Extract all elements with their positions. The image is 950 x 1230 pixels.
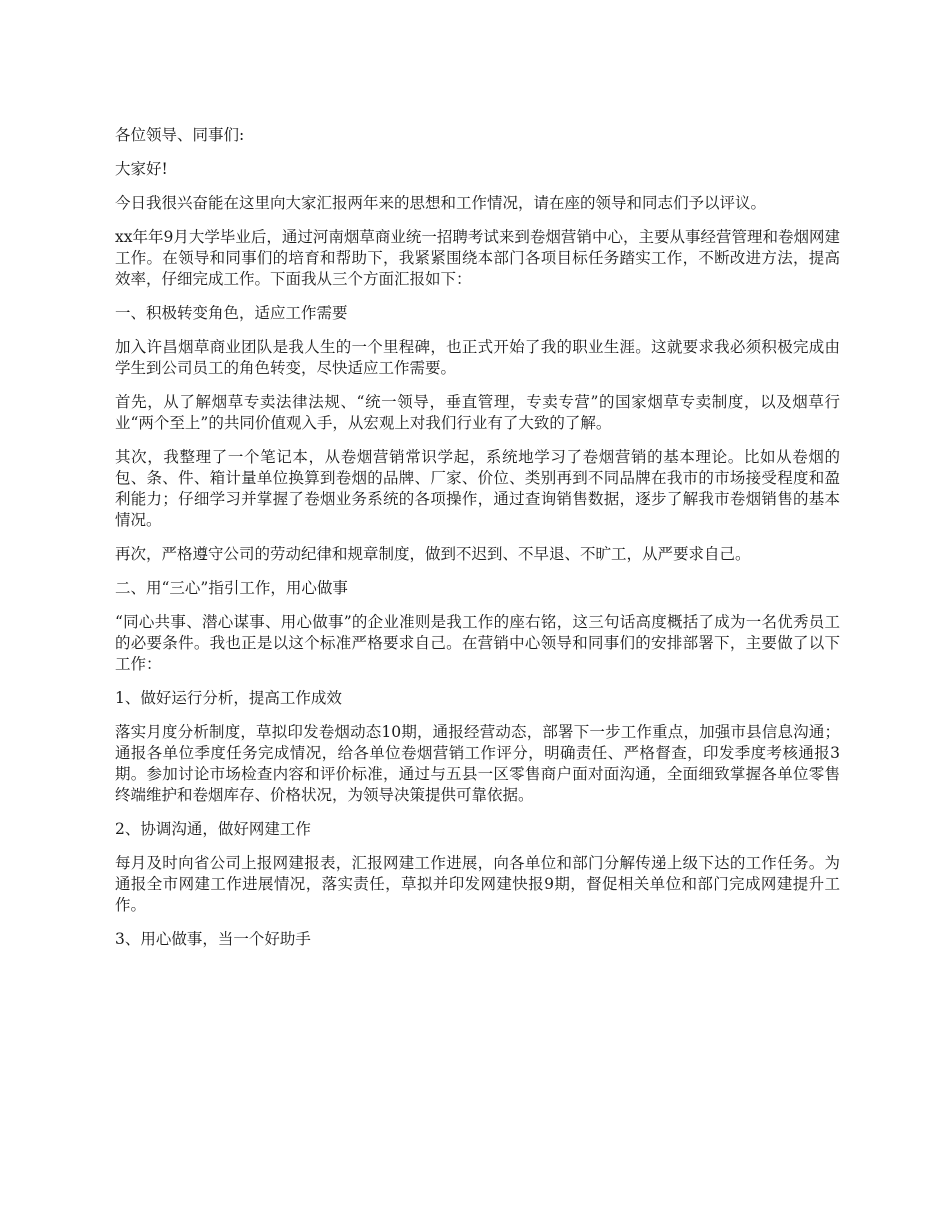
document-body	[115, 125, 840, 963]
intro-paragraph: 今日我很兴奋能在这里向大家汇报两年来的思想和工作情况，请在座的领导和同志们予以评议。	[115, 194, 767, 212]
subsection-heading-2: 2、协调沟通，做好网建工作	[115, 820, 311, 838]
section-heading-2: 二、用“三心”指引工作，用心做事	[115, 579, 348, 597]
section-heading-1: 一、积极转变角色，适应工作需要	[115, 304, 348, 322]
body-paragraph: “同心共事、潜心谋事、用心做事”的企业准则是我工作的座右铭，这三句话高度概括了成为一名优秀员工的必要条件。我也正是以这个标准严格要求自己。在营销中心领导和同事们的安排部署下，主要做了以下工作：	[115, 613, 840, 673]
background-paragraph: xx年年9月大学毕业后，通过河南烟草商业统一招聘考试来到卷烟营销中心，主要从事经营管理和卷烟网建工作。在领导和同事们的培育和帮助下，我紧紧围绕本部门各项目标任务踏实工作，不断改进方法，提高效率，仔细完成工作。下面我从三个方面汇报如下：	[115, 228, 840, 288]
body-paragraph: 再次，严格遵守公司的劳动纪律和规章制度，做到不迟到、不早退、不旷工，从严要求自己。	[115, 545, 751, 563]
body-paragraph: 加入许昌烟草商业团队是我人生的一个里程碑，也正式开始了我的职业生涯。这就要求我必须积极完成由学生到公司员工的角色转变，尽快适应工作需要。	[115, 338, 840, 377]
subsection-heading-1: 1、做好运行分析，提高工作成效	[115, 689, 342, 707]
body-paragraph: 首先，从了解烟草专卖法律法规、“统一领导，垂直管理，专卖专营”的国家烟草专卖制度，以及烟草行业“两个至上”的共同价值观入手，从宏观上对我们行业有了大致的了解。	[115, 393, 840, 432]
subsection-heading-3: 3、用心做事，当一个好助手	[115, 930, 311, 948]
salutation: 各位领导、同事们:	[115, 126, 245, 144]
greeting: 大家好!	[115, 160, 168, 178]
body-paragraph: 其次，我整理了一个笔记本，从卷烟营销常识学起，系统地学习了卷烟营销的基本理论。比如从卷烟的包、条、件、箱计量单位换算到卷烟的品牌、厂家、价位、类别再到不同品牌在我市的市场接受程度和盈利能力；仔细学习并掌握了卷烟业务系统的各项操作，通过查询销售数据，逐步了解我市卷烟销售的基本情况。	[115, 448, 840, 529]
body-paragraph: 每月及时向省公司上报网建报表，汇报网建工作进展，向各单位和部门分解传递上级下达的工作任务。为通报全市网建工作进展情况，落实责任，草拟并印发网建快报9期，督促相关单位和部门完成网建提升工作。	[115, 854, 840, 914]
body-paragraph: 落实月度分析制度，草拟印发卷烟动态10期，通报经营动态，部署下一步工作重点，加强市县信息沟通；通报各单位季度任务完成情况，给各单位卷烟营销工作评分，明确责任、严格督查，印发季度考核通报3期。参加讨论市场检查内容和评价标准，通过与五县一区零售商户面对面沟通，全面细致掌握各单位零售终端维护和卷烟库存、价格状况，为领导决策提供可靠依据。	[115, 723, 840, 804]
